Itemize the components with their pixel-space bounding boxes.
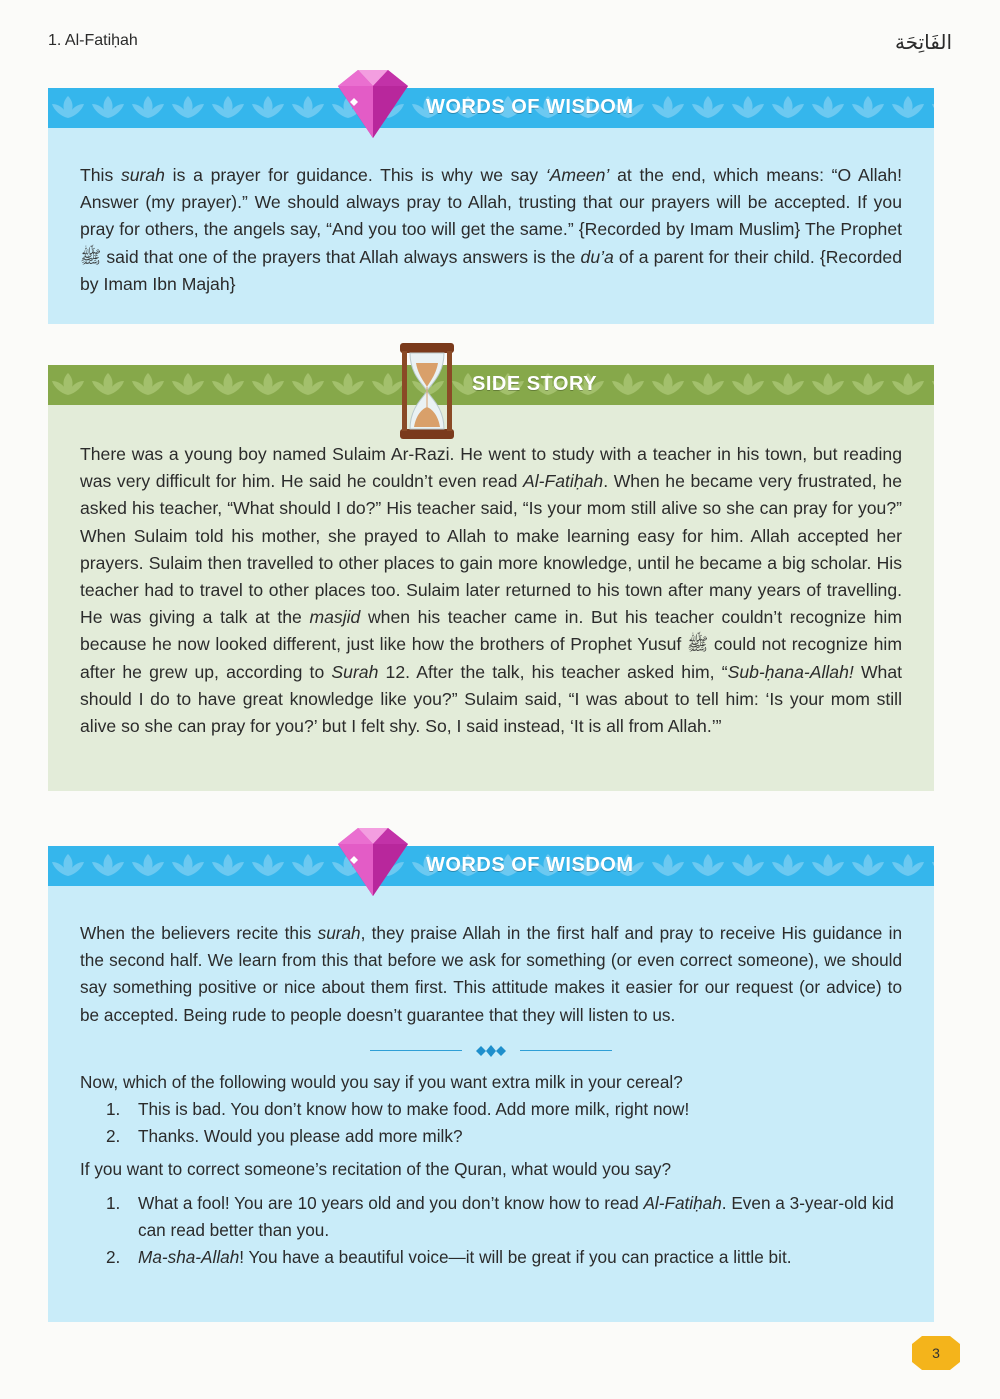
gem-icon [318,64,428,144]
story-paragraph: There was a young boy named Sulaim Ar-Razi. He went to study with a teacher in his town, but reading was very difficult for him. He said he couldn’t even read Al-Fatiḥah. When he became very frustrated, he asked his teacher, “What should I do?” His teacher said, “Is your mom still alive so she can pray for you?” When Sulaim told his mother, she prayed to Allah to make learning easy for him. Allah accepted her prayers. Sulaim then travelled to other places to gain more knowledge, until he became a big scholar. His teacher had to travel to other places too. Sulaim later returned to his town after many years of travelling. He was giving a talk at the masjid when his teacher came in. But his teacher couldn’t recognize him because he now looked different, just like how the brothers of Prophet Yusuf ﷺ could not recognize him after he grew up, according to Surah 12. After the talk, his teacher asked him, “Sub-ḥana-Allah! What should I do to have great knowledge like you?” Sulaim said, “I was about to tell him: ‘Is your mom still alive so she can pray for you?’ but I felt shy. So, I said instead, ‘It is all from Allah.’” [80,444,903,737]
page-number-badge [912,1336,960,1370]
question-2-options [80,1190,902,1272]
list-item: 2. Ma-sha-Allah! You have a beautiful voice—it will be great if you can practice a little bit. [106,1247,792,1268]
question-1-options [80,1096,902,1150]
list-item: 1. What a fool! You are 10 years old and you don’t know how to read Al-Fatiḥah. Even a 3-year-old kid can read better than you. [106,1192,894,1240]
hourglass-icon [392,341,462,441]
page-number: 3 [932,1345,940,1361]
words-of-wisdom-box-2 [48,846,934,1322]
chapter-title: 1. Al-Fatiḥah [48,32,138,49]
question-2: If you want to correct someone’s recitation of the Quran, what would you say? [80,1159,672,1180]
ornament-divider [80,1039,902,1063]
box-title: WORDS OF WISDOM [426,96,634,118]
words-of-wisdom-banner [48,88,934,128]
list-item: 2. Thanks. Would you please add more milk? [106,1126,463,1147]
arabic-chapter-title: الفَاتِحَة [894,30,952,54]
words-of-wisdom-banner [48,846,934,886]
side-story-banner [48,365,934,405]
wisdom-paragraph-2: When the believers recite this surah, they praise Allah in the first half and pray to receive His guidance in the second half. We learn from this that before we ask for something (or even correct someone), we should say something positive or nice about them first. This attitude makes it easier for our request (or advice) to be accepted. Being rude to people doesn’t guarantee that they will listen to us. [80,923,902,1025]
box-title: SIDE STORY [472,373,598,395]
gem-icon [318,822,428,902]
words-of-wisdom-box-1 [48,88,934,324]
box-title: WORDS OF WISDOM [426,854,634,876]
side-story-box [48,365,934,791]
list-item: 1. This is bad. You don’t know how to make food. Add more milk, right now! [106,1099,690,1120]
wisdom-paragraph-1: This surah is a prayer for guidance. This is why we say ‘Ameen’ at the end, which means: “O Allah! Answer (my prayer).” We should always pray to Allah, trusting that our prayers will be accepted. If you pray for others, the angels say, “And you too will get the same.” {Recorded by Imam Muslim} The Prophet ﷺ said that one of the prayers that Allah always answers is the du’a of a parent for their child. {Recorded by Imam Ibn Majah} [80,165,902,294]
running-head [48,30,952,54]
question-1: Now, which of the following would you say if you want extra milk in your cereal? [80,1071,683,1092]
